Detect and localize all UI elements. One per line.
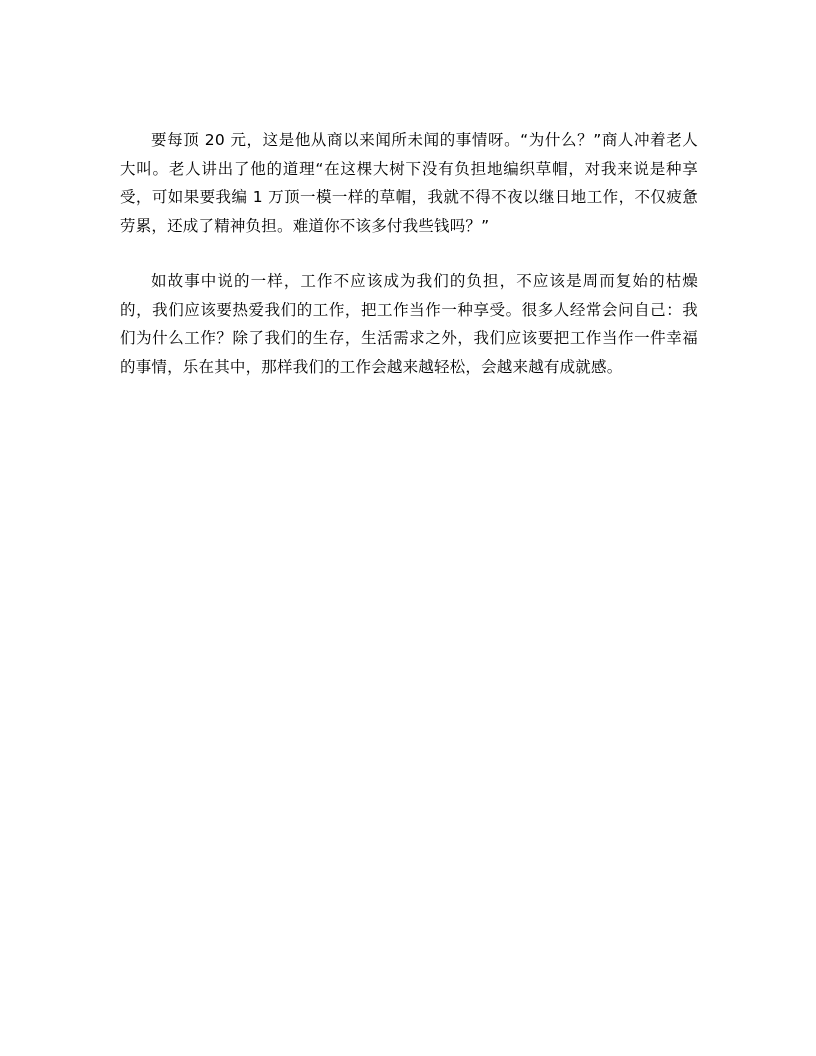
paragraph-reflection: 如故事中说的一样，工作不应该成为我们的负担，不应该是周而复始的枯燥的，我们应该要热爱我们的工作，把工作当作一种享受。很多人经常会问自己：我们为什么工作？除了我们的生存，生活需求之外，我们应该要把工作当作一件幸福的事情，乐在其中，那样我们的工作会越来越轻松，会越来越有成就感。 (120, 272, 698, 376)
document-body (120, 126, 698, 381)
paragraph-story-ending: 要每顶 20 元，这是他从商以来闻所未闻的事情呀。“为什么？”商人冲着老人大叫。老人讲出了他的道理“在这棵大树下没有负担地编织草帽，对我来说是种享受，可如果要我编 1 万顶一模一样的草帽，我就不得不夜以继日地工作，不仅疲惫劳累，还成了精神负担。难道你不该多付我些钱吗？” (120, 131, 698, 235)
